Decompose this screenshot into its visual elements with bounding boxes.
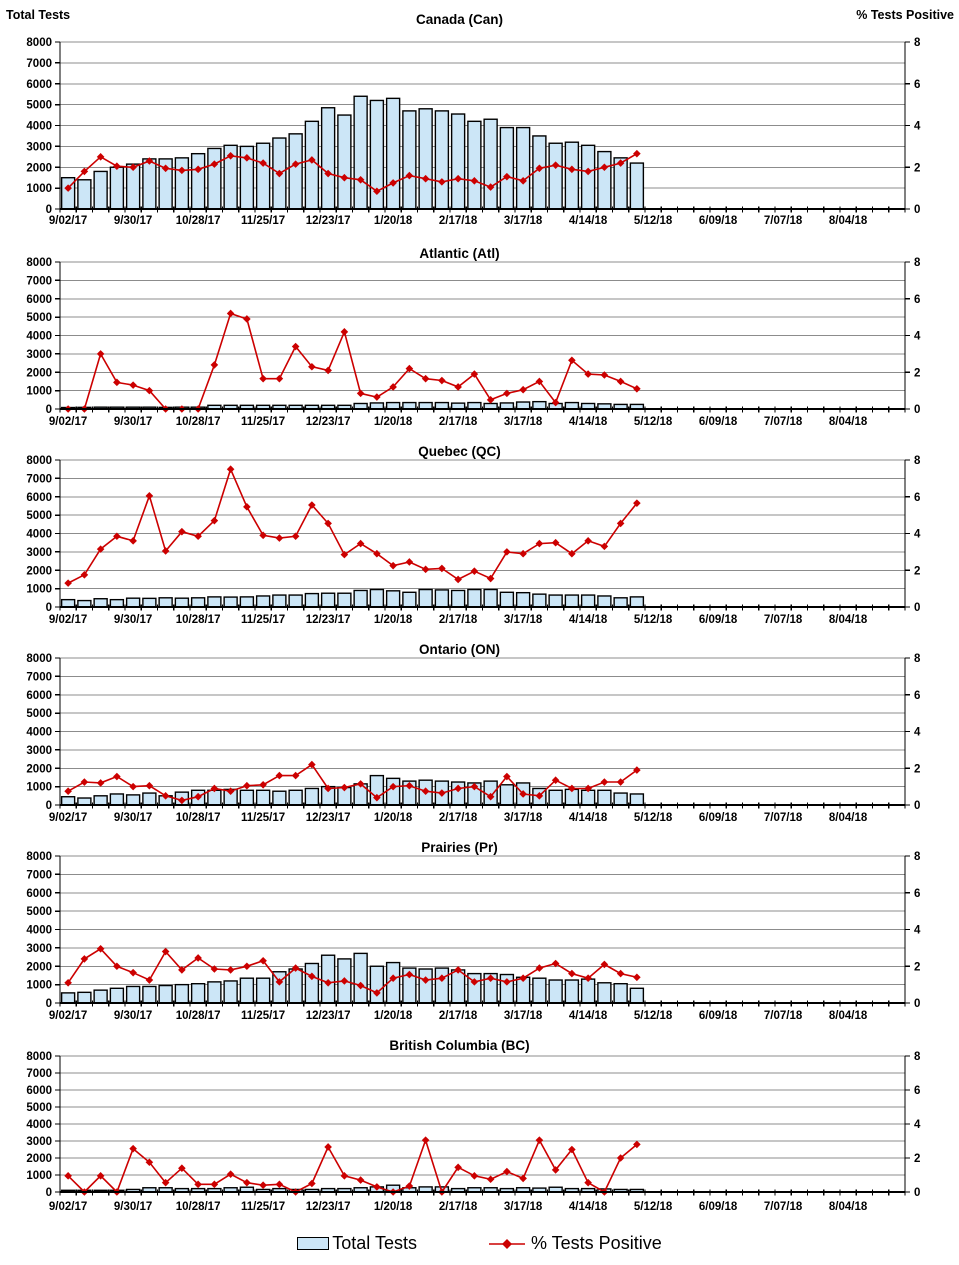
svg-text:6/09/18: 6/09/18 [698,812,738,824]
svg-text:2000: 2000 [26,367,52,380]
svg-text:10/28/17: 10/28/17 [175,215,221,227]
svg-text:1/20/18: 1/20/18 [373,1201,413,1213]
gridlines [60,856,905,985]
svg-text:6: 6 [914,78,921,91]
svg-text:5000: 5000 [26,99,52,112]
svg-text:2/17/18: 2/17/18 [438,1010,478,1022]
svg-text:0: 0 [914,204,921,216]
svg-text:6: 6 [914,293,921,306]
svg-text:9/30/17: 9/30/17 [113,215,153,227]
panel-title-atlantic: Atlantic (Atl) [419,246,500,261]
svg-text:3000: 3000 [26,141,52,154]
svg-text:0: 0 [914,1187,921,1199]
total-tests-swatch-icon [297,1237,329,1250]
svg-text:0: 0 [914,602,921,614]
svg-text:10/28/17: 10/28/17 [175,614,221,626]
svg-text:7000: 7000 [26,275,52,288]
svg-text:4: 4 [914,924,921,937]
chart-panel-atlantic [0,238,959,436]
svg-text:4: 4 [914,330,921,343]
svg-text:0: 0 [914,800,921,812]
svg-text:4000: 4000 [26,330,52,343]
svg-text:11/25/17: 11/25/17 [241,1010,286,1022]
gridlines [60,1056,905,1175]
chart-legend [0,1222,959,1265]
svg-text:2000: 2000 [26,1153,52,1165]
svg-text:10/28/17: 10/28/17 [175,416,221,428]
legend-label-pct-positive: % Tests Positive [530,1233,662,1253]
svg-text:1000: 1000 [26,183,52,196]
svg-text:0: 0 [45,204,52,216]
svg-text:11/25/17: 11/25/17 [241,215,286,227]
svg-text:7000: 7000 [26,869,52,882]
legend-item-pct-positive [487,1233,662,1254]
chart-panel-canada [0,0,959,238]
svg-text:8000: 8000 [26,653,52,665]
left-axis-title: Total Tests [6,8,71,22]
svg-text:9/02/17: 9/02/17 [48,614,88,626]
svg-text:7000: 7000 [26,671,52,684]
svg-text:0: 0 [45,800,52,812]
svg-text:8: 8 [914,1051,921,1063]
panel-title-ontario: Ontario (ON) [419,642,500,657]
svg-text:9/02/17: 9/02/17 [48,1010,88,1022]
legend-label-total-tests: Total Tests [332,1233,417,1253]
svg-text:2: 2 [914,367,921,380]
gridlines [60,262,905,391]
svg-text:4/14/18: 4/14/18 [568,614,608,626]
svg-text:0: 0 [45,404,52,416]
svg-text:3000: 3000 [26,744,52,757]
svg-text:1000: 1000 [26,1170,52,1182]
svg-text:9/30/17: 9/30/17 [113,812,153,824]
svg-text:0: 0 [45,602,52,614]
svg-text:5/12/18: 5/12/18 [633,1010,673,1022]
svg-text:5000: 5000 [26,906,52,919]
svg-text:4: 4 [914,120,921,133]
svg-text:2: 2 [914,1153,921,1165]
gridlines [60,460,905,589]
svg-text:2000: 2000 [26,961,52,974]
axes [55,262,910,413]
svg-text:6: 6 [914,689,921,702]
axes [55,856,910,1007]
pct-positive-marker-icon [487,1237,527,1251]
svg-text:4000: 4000 [26,924,52,937]
svg-text:12/23/17: 12/23/17 [305,812,351,824]
svg-text:3/17/18: 3/17/18 [503,215,543,227]
svg-text:0: 0 [914,404,921,416]
svg-text:7/07/18: 7/07/18 [763,215,803,227]
svg-text:6: 6 [914,491,921,504]
svg-text:4: 4 [914,726,921,739]
svg-text:4000: 4000 [26,726,52,739]
svg-text:7/07/18: 7/07/18 [763,416,803,428]
svg-text:8000: 8000 [26,37,52,49]
svg-text:12/23/17: 12/23/17 [305,1010,351,1022]
svg-text:2: 2 [914,565,921,578]
svg-text:9/30/17: 9/30/17 [113,416,153,428]
pct-positive-line [64,465,640,587]
svg-text:1000: 1000 [26,979,52,992]
svg-text:6000: 6000 [26,491,52,504]
svg-text:1/20/18: 1/20/18 [373,215,413,227]
svg-text:2: 2 [914,162,921,175]
svg-text:8/04/18: 8/04/18 [828,1010,868,1022]
svg-text:5/12/18: 5/12/18 [633,1201,673,1213]
svg-text:8: 8 [914,257,921,269]
svg-text:7/07/18: 7/07/18 [763,812,803,824]
svg-text:6000: 6000 [26,887,52,900]
svg-text:2000: 2000 [26,763,52,776]
svg-text:12/23/17: 12/23/17 [305,614,351,626]
svg-text:1/20/18: 1/20/18 [373,1010,413,1022]
svg-text:5000: 5000 [26,312,52,325]
svg-text:5000: 5000 [26,510,52,523]
svg-text:3000: 3000 [26,546,52,559]
svg-text:7000: 7000 [26,473,52,486]
svg-text:10/28/17: 10/28/17 [175,1010,221,1022]
svg-text:4/14/18: 4/14/18 [568,215,608,227]
svg-text:6000: 6000 [26,1085,52,1097]
right-axis-title: % Tests Positive [856,8,954,22]
svg-text:2/17/18: 2/17/18 [438,1201,478,1213]
svg-text:8: 8 [914,851,921,863]
panel-title-british-columbia: British Columbia (BC) [389,1038,530,1053]
svg-text:7/07/18: 7/07/18 [763,614,803,626]
svg-text:11/25/17: 11/25/17 [241,812,286,824]
pct-positive-line [64,310,640,413]
panel-title-prairies: Prairies (Pr) [421,840,498,855]
atlantic-plot [0,238,959,436]
svg-text:5/12/18: 5/12/18 [633,614,673,626]
svg-text:5/12/18: 5/12/18 [633,812,673,824]
svg-text:9/02/17: 9/02/17 [48,812,88,824]
svg-text:2000: 2000 [26,162,52,175]
chart-panel-british-columbia [0,1030,959,1222]
svg-text:1/20/18: 1/20/18 [373,416,413,428]
svg-text:3/17/18: 3/17/18 [503,614,543,626]
svg-text:4/14/18: 4/14/18 [568,812,608,824]
svg-text:0: 0 [45,998,52,1010]
svg-text:2/17/18: 2/17/18 [438,215,478,227]
svg-text:2/17/18: 2/17/18 [438,812,478,824]
canada-plot [0,0,959,238]
svg-text:6/09/18: 6/09/18 [698,614,738,626]
svg-text:8: 8 [914,653,921,665]
svg-text:6: 6 [914,1085,921,1097]
gridlines [60,658,905,787]
svg-text:4/14/18: 4/14/18 [568,1010,608,1022]
svg-text:8/04/18: 8/04/18 [828,215,868,227]
svg-text:6000: 6000 [26,689,52,702]
svg-text:6/09/18: 6/09/18 [698,1010,738,1022]
svg-text:9/30/17: 9/30/17 [113,1201,153,1213]
svg-text:12/23/17: 12/23/17 [305,215,351,227]
chart-panel-ontario [0,634,959,832]
svg-text:9/30/17: 9/30/17 [113,614,153,626]
svg-text:3/17/18: 3/17/18 [503,812,543,824]
svg-text:3000: 3000 [26,348,52,361]
svg-text:3000: 3000 [26,1136,52,1148]
axes [55,460,910,611]
svg-text:4: 4 [914,1119,921,1131]
svg-text:6/09/18: 6/09/18 [698,215,738,227]
svg-text:2/17/18: 2/17/18 [438,416,478,428]
svg-text:11/25/17: 11/25/17 [241,614,286,626]
svg-text:4000: 4000 [26,1119,52,1131]
svg-text:8000: 8000 [26,257,52,269]
svg-text:4000: 4000 [26,528,52,541]
svg-text:9/02/17: 9/02/17 [48,1201,88,1213]
svg-text:8: 8 [914,455,921,467]
svg-text:8000: 8000 [26,851,52,863]
svg-text:8: 8 [914,37,921,49]
svg-text:7/07/18: 7/07/18 [763,1010,803,1022]
svg-text:3000: 3000 [26,942,52,955]
svg-text:12/23/17: 12/23/17 [305,416,351,428]
svg-text:8/04/18: 8/04/18 [828,1201,868,1213]
quebec-plot [0,436,959,634]
svg-text:3/17/18: 3/17/18 [503,1010,543,1022]
svg-text:5000: 5000 [26,1102,52,1114]
chart-panel-quebec [0,436,959,634]
svg-text:6: 6 [914,887,921,900]
svg-text:4000: 4000 [26,120,52,133]
svg-text:9/30/17: 9/30/17 [113,1010,153,1022]
svg-text:1/20/18: 1/20/18 [373,812,413,824]
total-tests-bars [62,96,644,209]
svg-text:4: 4 [914,528,921,541]
svg-text:5/12/18: 5/12/18 [633,215,673,227]
svg-text:5000: 5000 [26,708,52,721]
svg-text:3/17/18: 3/17/18 [503,1201,543,1213]
svg-text:2: 2 [914,763,921,776]
svg-text:11/25/17: 11/25/17 [241,1201,286,1213]
svg-text:9/02/17: 9/02/17 [48,215,88,227]
svg-text:8000: 8000 [26,1051,52,1063]
svg-text:4/14/18: 4/14/18 [568,1201,608,1213]
total-tests-bars [62,590,644,607]
svg-text:12/23/17: 12/23/17 [305,1201,351,1213]
svg-text:5/12/18: 5/12/18 [633,416,673,428]
svg-text:7/07/18: 7/07/18 [763,1201,803,1213]
panel-title-quebec: Quebec (QC) [418,444,501,459]
prairies-plot [0,832,959,1030]
svg-text:6/09/18: 6/09/18 [698,1201,738,1213]
svg-text:9/02/17: 9/02/17 [48,416,88,428]
svg-text:2000: 2000 [26,565,52,578]
svg-text:1000: 1000 [26,385,52,398]
svg-text:6000: 6000 [26,78,52,91]
panel-title-canada: Canada (Can) [415,12,503,27]
svg-text:6/09/18: 6/09/18 [698,416,738,428]
svg-text:11/25/17: 11/25/17 [241,416,286,428]
svg-text:4/14/18: 4/14/18 [568,416,608,428]
svg-text:6000: 6000 [26,293,52,306]
svg-text:8/04/18: 8/04/18 [828,812,868,824]
svg-text:7000: 7000 [26,1068,52,1080]
svg-text:0: 0 [45,1187,52,1199]
svg-text:7000: 7000 [26,57,52,70]
svg-text:0: 0 [914,998,921,1010]
svg-text:1000: 1000 [26,583,52,596]
svg-text:1/20/18: 1/20/18 [373,614,413,626]
svg-text:8000: 8000 [26,455,52,467]
svg-text:3/17/18: 3/17/18 [503,416,543,428]
british-columbia-plot [0,1030,959,1222]
chart-panel-prairies [0,832,959,1030]
axes [55,658,910,809]
legend-item-total-tests [297,1233,417,1254]
svg-text:2/17/18: 2/17/18 [438,614,478,626]
ontario-plot [0,634,959,832]
svg-text:8/04/18: 8/04/18 [828,416,868,428]
svg-text:2: 2 [914,961,921,974]
svg-text:8/04/18: 8/04/18 [828,614,868,626]
svg-text:10/28/17: 10/28/17 [175,812,221,824]
svg-text:10/28/17: 10/28/17 [175,1201,221,1213]
svg-text:1000: 1000 [26,781,52,794]
